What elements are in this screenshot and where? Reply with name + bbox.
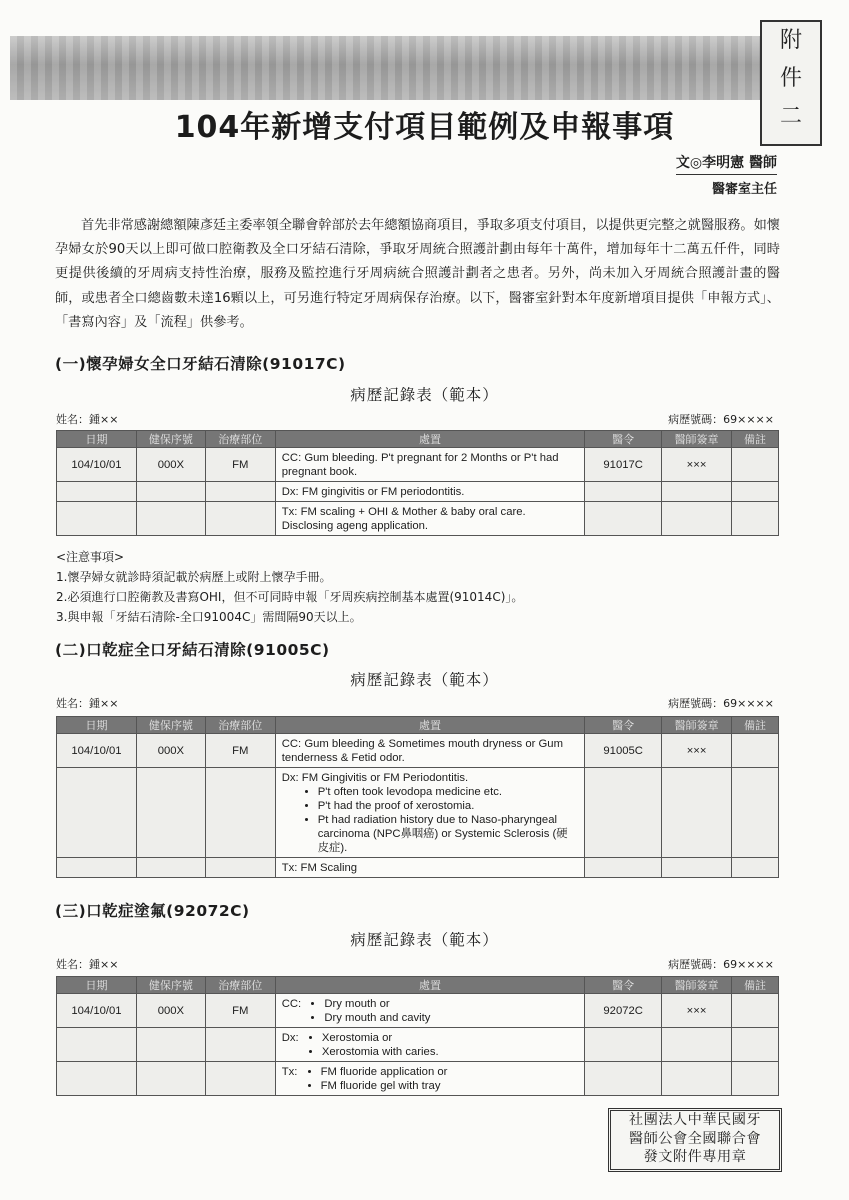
- annex-stamp-char: 件: [779, 66, 802, 91]
- seal-line: 醫師公會全國聯合會: [628, 1130, 762, 1147]
- cell-empty: [136, 502, 205, 536]
- cell-empty: [585, 768, 662, 858]
- cell-empty: [732, 502, 779, 536]
- annex-stamp-char: 二: [779, 104, 802, 129]
- tx-list: [301, 1065, 448, 1093]
- section-heading-3: (三)口乾症塗氟(92072C): [55, 902, 250, 920]
- cell-serial: 000X: [136, 448, 205, 482]
- cell-serial: 000X: [136, 734, 205, 768]
- cell-empty: [732, 482, 779, 502]
- table-header-row: [57, 977, 779, 994]
- notes-heading: <注意事項>: [56, 550, 125, 564]
- cell-dx: [275, 1028, 584, 1062]
- cell-order: 91017C: [585, 448, 662, 482]
- list-item: • FM fluoride application or: [321, 1065, 448, 1079]
- cc-list: [304, 997, 430, 1025]
- cell-empty: [205, 1028, 275, 1062]
- cell-cc: CC: Gum bleeding. P't pregnant for 2 Months or P't had pregnant book.: [275, 448, 584, 482]
- cell-empty: [136, 858, 205, 878]
- header-signature: 醫師簽章: [662, 977, 732, 994]
- header-signature: 醫師簽章: [662, 431, 732, 448]
- form-title-1: 病歷記錄表（範本）: [350, 386, 499, 404]
- cell-remarks: [732, 448, 779, 482]
- cell-tx: [275, 1062, 584, 1096]
- list-item: • Xerostomia or: [322, 1031, 439, 1045]
- table-row: [57, 858, 779, 878]
- cell-empty: [585, 482, 662, 502]
- header-remarks: 備註: [732, 717, 779, 734]
- tx-label: Tx:: [281, 1065, 298, 1078]
- cell-empty: [585, 858, 662, 878]
- cell-empty: [662, 858, 732, 878]
- cell-tx: Tx: FM scaling + OHI & Mother & baby oral care. Disclosing ageng application.: [275, 502, 584, 536]
- cell-signature: ×××: [662, 994, 732, 1028]
- record-table-2: [56, 716, 779, 878]
- cell-serial: 000X: [136, 994, 205, 1028]
- cell-empty: [662, 768, 732, 858]
- table-header-row: [57, 431, 779, 448]
- section-heading-2: (二)口乾症全口牙結石清除(91005C): [55, 641, 330, 659]
- header-order: 醫令: [585, 717, 662, 734]
- table-row: [57, 448, 779, 482]
- table-row: [57, 768, 779, 858]
- cell-empty: [732, 858, 779, 878]
- cell-empty: [136, 768, 205, 858]
- dx-list: [302, 1031, 439, 1059]
- cell-empty: [57, 1062, 137, 1096]
- cell-cc: [275, 994, 584, 1028]
- list-item: • Dry mouth and cavity: [324, 1011, 430, 1025]
- cell-empty: [585, 502, 662, 536]
- patient-name: 姓名：鍾××: [56, 697, 119, 710]
- form-title-3: 病歷記錄表（範本）: [350, 931, 499, 949]
- table-row: [57, 994, 779, 1028]
- cell-empty: [662, 1062, 732, 1096]
- list-item: • Dry mouth or: [324, 997, 430, 1011]
- header-treatment: 處置: [275, 431, 584, 448]
- cell-empty: [205, 1062, 275, 1096]
- cell-empty: [662, 482, 732, 502]
- intro-paragraph: 首先非常感謝總額陳彥廷主委率領全聯會幹部於去年總額協商項目，爭取多項支付項目，以提供更完整之就醫服務。如懷孕婦女於90天以上即可做口腔衛教及全口牙結石清除，爭取牙周統合照護計劃由每年十萬件，增加每年十二萬五仟件，同時更提供後續的牙周病支持性治療，服務及監控進行牙周病統合照護計劃者之患者。另外，尚未加入牙周統合照護計畫的醫師，或患者全口總齒數未達16顆以上，可另進行特定牙周病保存治療。以下，醫審室針對本年度新增項目提供「申報方式」、「書寫內容」及「流程」供參考。: [55, 218, 780, 330]
- cell-empty: [57, 768, 137, 858]
- header-site: 治療部位: [205, 717, 275, 734]
- header-treatment: 處置: [275, 717, 585, 734]
- author: 文◎李明憲 醫師: [676, 152, 777, 175]
- cell-tx: Tx: FM Scaling: [275, 858, 585, 878]
- header-site: 治療部位: [205, 977, 275, 994]
- cell-empty: [136, 1062, 205, 1096]
- record-table-1: [56, 430, 779, 536]
- header-signature: 醫師簽章: [662, 717, 732, 734]
- cell-signature: ×××: [662, 448, 732, 482]
- record-table-3: [56, 976, 779, 1096]
- cell-site: FM: [205, 994, 275, 1028]
- cell-empty: [662, 502, 732, 536]
- cell-empty: [205, 482, 275, 502]
- page-title: 104年新增支付項目範例及申報事項: [174, 110, 675, 145]
- dx-list: [282, 785, 579, 855]
- cell-empty: [205, 858, 275, 878]
- record-meta-3: [56, 956, 774, 972]
- cell-signature: ×××: [662, 734, 732, 768]
- cell-empty: [136, 1028, 205, 1062]
- cell-date: 104/10/01: [57, 448, 137, 482]
- list-item: • FM fluoride gel with tray: [321, 1079, 448, 1093]
- official-seal-stamp: [608, 1108, 782, 1172]
- cell-dx: [275, 768, 585, 858]
- cell-empty: [57, 482, 137, 502]
- header-site: 治療部位: [205, 431, 275, 448]
- header-treatment: 處置: [275, 977, 584, 994]
- cell-remarks: [732, 994, 779, 1028]
- cell-order: 91005C: [585, 734, 662, 768]
- author-position: 醫審室主任: [711, 182, 777, 197]
- header-banner: [10, 36, 762, 100]
- cell-empty: [57, 502, 137, 536]
- header-date: 日期: [57, 431, 137, 448]
- header-date: 日期: [57, 717, 137, 734]
- table-row: [57, 482, 779, 502]
- patient-name: 姓名：鍾××: [56, 413, 119, 426]
- record-number: 病歷號碼：69××××: [668, 958, 774, 971]
- list-item: • Pt had radiation history due to Naso-pharyngeal carcinoma (NPC鼻咽癌) or Systemic Sclerosis (硬皮症).: [318, 813, 579, 855]
- cell-date: 104/10/01: [57, 994, 137, 1028]
- table-row: [57, 1062, 779, 1096]
- dx-line: Dx: FM Gingivitis or FM Periodontitis.: [281, 771, 469, 784]
- section-heading-1: (一)懷孕婦女全口牙結石清除(91017C): [55, 355, 346, 373]
- table-row: [57, 1028, 779, 1062]
- list-item: • Xerostomia with caries.: [322, 1045, 439, 1059]
- note-item: 3.與申報「牙結石清除-全口91004C」需間隔90天以上。: [56, 610, 362, 624]
- cell-empty: [136, 482, 205, 502]
- cell-empty: [57, 858, 137, 878]
- header-order: 醫令: [585, 977, 662, 994]
- header-serial: 健保序號: [136, 977, 205, 994]
- table-row: [57, 734, 779, 768]
- cell-site: FM: [205, 448, 275, 482]
- form-title-2: 病歷記錄表（範本）: [350, 671, 499, 689]
- table-row: [57, 502, 779, 536]
- note-item: 2.必須進行口腔衛教及書寫OHI，但不可同時申報「牙周疾病控制基本處置(91014C)」。: [56, 590, 524, 604]
- cell-empty: [662, 1028, 732, 1062]
- header-serial: 健保序號: [136, 431, 205, 448]
- list-item: • P't had the proof of xerostomia.: [318, 799, 579, 813]
- cell-empty: [205, 768, 275, 858]
- cell-empty: [205, 502, 275, 536]
- seal-line: 發文附件專用章: [643, 1149, 747, 1165]
- cell-empty: [57, 1028, 137, 1062]
- annex-stamp-char: 附: [779, 28, 802, 53]
- cell-cc: CC: Gum bleeding & Sometimes mouth dryness or Gum tenderness & Fetid odor.: [275, 734, 585, 768]
- cell-empty: [732, 1062, 779, 1096]
- patient-name: 姓名：鍾××: [56, 958, 119, 971]
- cell-empty: [585, 1028, 662, 1062]
- table-header-row: [57, 717, 779, 734]
- record-number: 病歷號碼：69××××: [668, 697, 774, 710]
- dx-label: Dx:: [281, 1031, 299, 1044]
- header-date: 日期: [57, 977, 137, 994]
- cell-empty: [732, 768, 779, 858]
- header-serial: 健保序號: [136, 717, 205, 734]
- note-item: 1.懷孕婦女就診時須記載於病歷上或附上懷孕手冊。: [56, 570, 332, 584]
- seal-line: 社團法人中華民國牙: [628, 1112, 762, 1128]
- header-remarks: 備註: [732, 977, 779, 994]
- record-meta-2: [56, 695, 774, 711]
- cell-dx: Dx: FM gingivitis or FM periodontitis.: [275, 482, 584, 502]
- cell-date: 104/10/01: [57, 734, 137, 768]
- header-remarks: 備註: [732, 431, 779, 448]
- record-number: 病歷號碼：69××××: [668, 413, 774, 426]
- cc-label: CC:: [281, 997, 302, 1010]
- cell-site: FM: [205, 734, 275, 768]
- record-meta-1: [56, 411, 774, 427]
- cell-order: 92072C: [585, 994, 662, 1028]
- cell-remarks: [732, 734, 779, 768]
- header-order: 醫令: [585, 431, 662, 448]
- list-item: • P't often took levodopa medicine etc.: [318, 785, 579, 799]
- notes: [56, 547, 523, 627]
- cell-empty: [585, 1062, 662, 1096]
- cell-empty: [732, 1028, 779, 1062]
